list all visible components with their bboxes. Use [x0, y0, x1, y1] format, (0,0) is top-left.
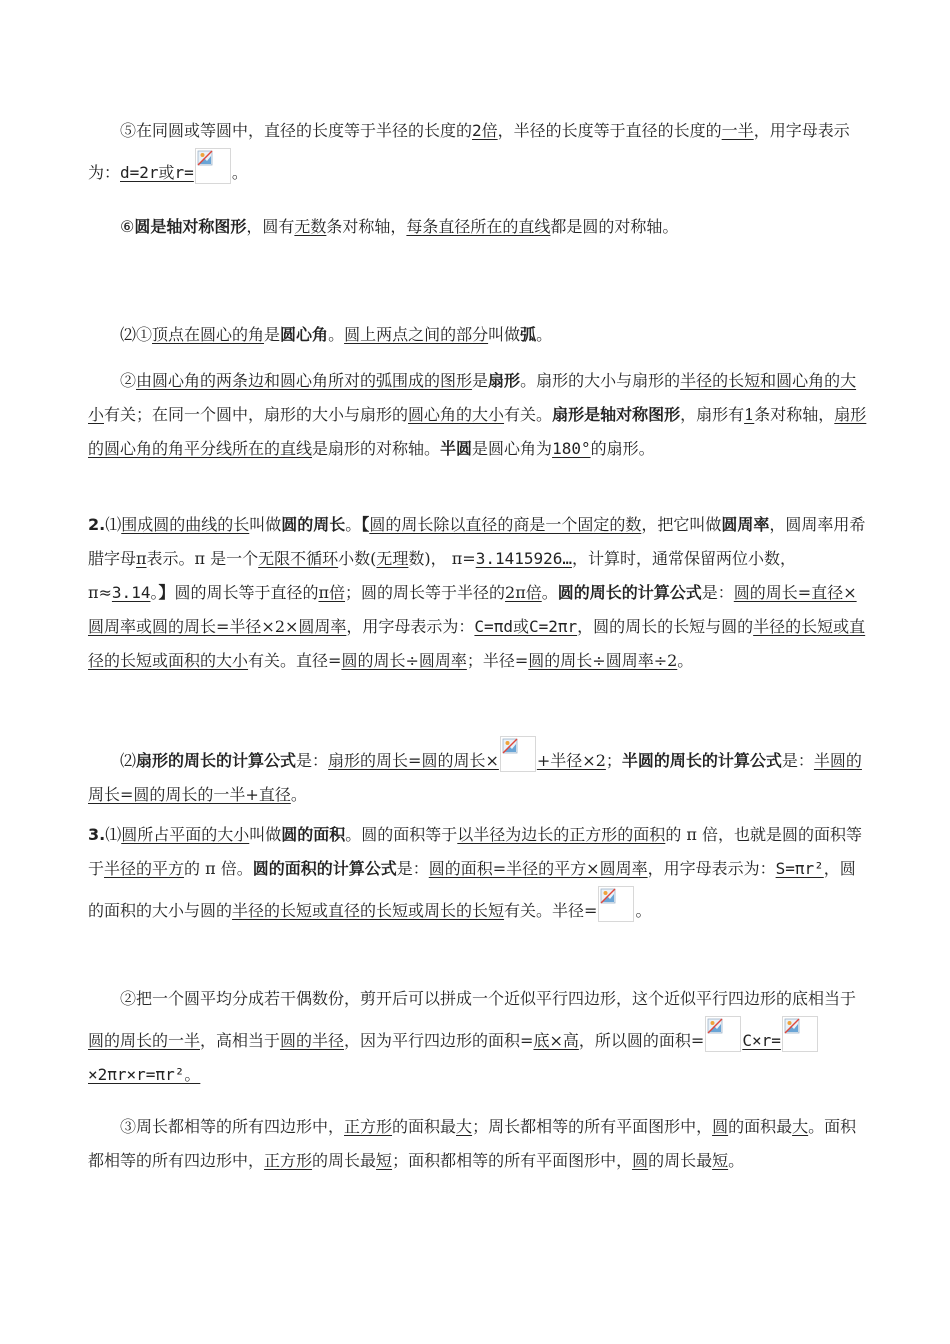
text: 。: [728, 1151, 745, 1170]
text: ，计算时，通常保留两位小数， π≈: [88, 549, 797, 602]
text: ，把它叫做: [641, 515, 722, 534]
text: 是: [472, 371, 489, 390]
text: ⑵①: [120, 325, 153, 344]
text: 。: [536, 325, 553, 344]
text: ，用字母表示为：: [88, 121, 850, 182]
bold-term: 圆周率: [721, 515, 770, 534]
bold-term: 扇形是轴对称图形: [552, 405, 681, 424]
answer-blank: 半圆的周长=圆的周长的一半+直径: [88, 751, 862, 804]
text: ；面积都相等的所有平面图形中，: [392, 1151, 633, 1170]
section-number: 3.: [88, 825, 106, 844]
bold-term: 圆心角: [280, 325, 329, 344]
bold-term: 圆的周长的计算公式: [557, 583, 702, 602]
text: ③周长都相等的所有四边形中，: [120, 1117, 345, 1136]
bold-term: 扇形: [488, 371, 521, 390]
answer-blank: 半径的长短和圆心角的大小: [88, 371, 857, 424]
text: 是：: [701, 583, 734, 602]
text: ，圆周率用希腊字母: [88, 515, 866, 568]
text: 的周长最: [312, 1151, 377, 1170]
answer-blank: 半径的长短或直径的长短或周长的长短: [232, 901, 505, 920]
answer-blank: 一半: [721, 121, 754, 140]
answer-blank: 半径的长短或直径的长短或面积的大小: [88, 617, 866, 670]
text: ，圆的面积的大小与圆的: [88, 859, 856, 920]
text: ⑴: [105, 825, 122, 844]
answer-blank: 3.1415926…: [475, 549, 573, 568]
bracket: 】: [158, 583, 175, 602]
answer-blank: 1: [744, 405, 755, 424]
text: 叫做: [488, 325, 521, 344]
text: 的面积最: [392, 1117, 457, 1136]
answer-blank: 圆的周长的一半: [88, 1031, 201, 1050]
text: ；半径=: [466, 651, 529, 670]
text: 。: [345, 515, 362, 534]
answer-blank: 圆的周长÷圆周率: [341, 651, 467, 670]
text: ，半径的长度等于直径的长度的: [497, 121, 722, 140]
text: 条对称轴，: [754, 405, 835, 424]
text: 小数(: [338, 549, 377, 568]
answer-blank: π倍: [318, 583, 346, 602]
broken-image-icon: [500, 736, 536, 772]
answer-blank: 圆的周长=直径×圆周率或圆的周长=半径×2×圆周率: [88, 583, 857, 636]
answer-blank: 180°: [552, 439, 591, 458]
answer-blank: 扇形的周长=圆的周长×: [328, 751, 499, 770]
broken-image-icon: [195, 148, 231, 184]
answer-blank: +半径×2: [536, 751, 606, 770]
paragraph-sector-perimeter: [88, 736, 868, 812]
answer-blank: 大: [792, 1117, 809, 1136]
text: ；周长都相等的所有平面图形中，: [472, 1117, 713, 1136]
text: ，圆有: [246, 217, 295, 236]
answer-blank: d=2r或r=: [120, 163, 194, 182]
text: ⑴: [105, 515, 122, 534]
text: 。扇形的大小与扇形的: [520, 371, 681, 390]
broken-image-icon: [782, 1016, 818, 1052]
answer-blank: 2π倍: [505, 583, 542, 602]
answer-blank: ×2πr×r=πr²。: [88, 1065, 201, 1084]
text: ；圆的周长等于半径的: [345, 583, 506, 602]
text: 有关。直径=: [248, 651, 342, 670]
text: ⑥: [120, 217, 135, 236]
text: 数)， π=: [408, 549, 476, 568]
text: ⑵: [120, 751, 137, 770]
text: 的面积最: [728, 1117, 793, 1136]
text: 叫做: [249, 515, 282, 534]
answer-blank: 圆的面积=半径的平方×圆周率: [428, 859, 648, 878]
paragraph-extremes: [88, 1110, 868, 1178]
answer-blank: 短: [712, 1151, 729, 1170]
text: 。: [635, 901, 652, 920]
answer-blank: 无限不循环: [258, 549, 339, 568]
bold-term: 扇形的周长的计算公式: [136, 751, 297, 770]
text: 表示。π 是一个: [146, 549, 259, 568]
text: 有关。: [504, 405, 553, 424]
answer-blank: 圆上两点之间的部分: [344, 325, 489, 344]
answer-blank: 顶点在圆心的角: [152, 325, 265, 344]
answer-blank: S=πr²: [775, 859, 824, 878]
paragraph-symmetry: [88, 210, 868, 244]
answer-blank: 圆的半径: [280, 1031, 345, 1050]
bold-term: 半圆的周长的计算公式: [621, 751, 782, 770]
answer-blank: 圆所占平面的大小: [121, 825, 250, 844]
text: 。: [231, 163, 248, 182]
answer-blank: 正方形: [264, 1151, 313, 1170]
bold-term: 圆的面积: [281, 825, 346, 844]
answer-blank: 圆心角的大小: [408, 405, 505, 424]
text: 叫做: [249, 825, 282, 844]
text: 。: [541, 583, 558, 602]
text: ，圆的周长的长短与圆的: [577, 617, 754, 636]
answer-blank: π: [136, 549, 147, 568]
text: 的 π 倍。: [184, 859, 253, 878]
text: 是扇形的对称轴。: [312, 439, 441, 458]
answer-blank: 3.14: [111, 583, 151, 602]
text: ，扇形有: [680, 405, 745, 424]
paragraph-central-angle: [88, 318, 868, 352]
text: ②: [120, 371, 137, 390]
answer-blank: 圆: [712, 1117, 729, 1136]
answer-blank: C×r=: [742, 1031, 781, 1050]
text: ⑤在同圆或等圆中，直径的长度等于半径的长度的: [120, 121, 473, 140]
bold-term: 圆是轴对称图形: [134, 217, 247, 236]
text: 。: [150, 583, 159, 602]
answer-blank: 由圆心角的两条边和圆心角所对的弧围成的图形: [136, 371, 473, 390]
text: 是: [264, 325, 281, 344]
text: 是圆心角为: [472, 439, 553, 458]
answer-blank: 2倍: [472, 121, 498, 140]
text: ，因为平行四边形的面积=: [344, 1031, 534, 1050]
text: 。: [677, 651, 694, 670]
section-number: 2.: [88, 515, 106, 534]
text: 有关。半径=: [504, 901, 598, 920]
answer-blank: 正方形: [344, 1117, 393, 1136]
answer-blank: 圆的周长除以直径的商是一个固定的数: [369, 515, 642, 534]
text: ，用字母表示为：: [346, 617, 475, 636]
answer-blank: 半径的平方: [104, 859, 185, 878]
text: 圆的周长等于直径的: [174, 583, 319, 602]
paragraph-parallelogram: [88, 982, 868, 1092]
text: 的周长最: [648, 1151, 713, 1170]
text: 是：: [396, 859, 429, 878]
answer-blank: 短: [376, 1151, 393, 1170]
paragraph-sector: [88, 364, 868, 466]
answer-blank: 无理: [376, 549, 409, 568]
text: 的 π 倍，也就是圆的面积等于: [88, 825, 863, 878]
broken-image-icon: [705, 1016, 741, 1052]
text: 。: [328, 325, 345, 344]
text: 的扇形。: [590, 439, 655, 458]
text: 是：: [781, 751, 814, 770]
answer-blank: 无数: [294, 217, 327, 236]
answer-blank: 圆的周长÷圆周率÷2: [528, 651, 678, 670]
bold-term: 圆的面积的计算公式: [252, 859, 397, 878]
paragraph-circumference: [88, 508, 868, 678]
text: 。面积都相等的所有四边形中，: [88, 1117, 857, 1170]
answer-blank: 圆: [632, 1151, 649, 1170]
text: 有关；在同一个圆中，扇形的大小与扇形的: [104, 405, 409, 424]
paragraph-area: [88, 818, 868, 928]
paragraph-diameter-radius: [88, 114, 868, 190]
broken-image-icon: [598, 886, 634, 922]
answer-blank: 以半径为边长的正方形的面积: [457, 825, 666, 844]
answer-blank: 扇形的圆心角的角平分线所在的直线: [88, 405, 867, 458]
text: 条对称轴，: [326, 217, 407, 236]
text: 。圆的面积等于: [345, 825, 458, 844]
text: ；: [605, 751, 622, 770]
text: 是：: [296, 751, 329, 770]
bold-term: 半圆: [440, 439, 473, 458]
text: ，高相当于: [200, 1031, 281, 1050]
answer-blank: 大: [456, 1117, 473, 1136]
bold-term: 圆的周长: [281, 515, 346, 534]
text: 都是圆的对称轴。: [550, 217, 679, 236]
text: 。: [290, 785, 307, 804]
answer-blank: 底×高: [533, 1031, 579, 1050]
text: ，用字母表示为：: [647, 859, 776, 878]
text: ②把一个圆平均分成若干偶数份，剪开后可以拼成一个近似平行四边形，这个近似平行四边形的底相当于: [120, 989, 857, 1008]
answer-blank: 围成圆的曲线的长: [121, 515, 250, 534]
text: ，所以圆的面积=: [578, 1031, 705, 1050]
bracket: 【: [361, 515, 370, 534]
answer-blank: 每条直径所在的直线: [406, 217, 551, 236]
answer-blank: C=πd或C=2πr: [474, 617, 578, 636]
bold-term: 弧: [520, 325, 537, 344]
